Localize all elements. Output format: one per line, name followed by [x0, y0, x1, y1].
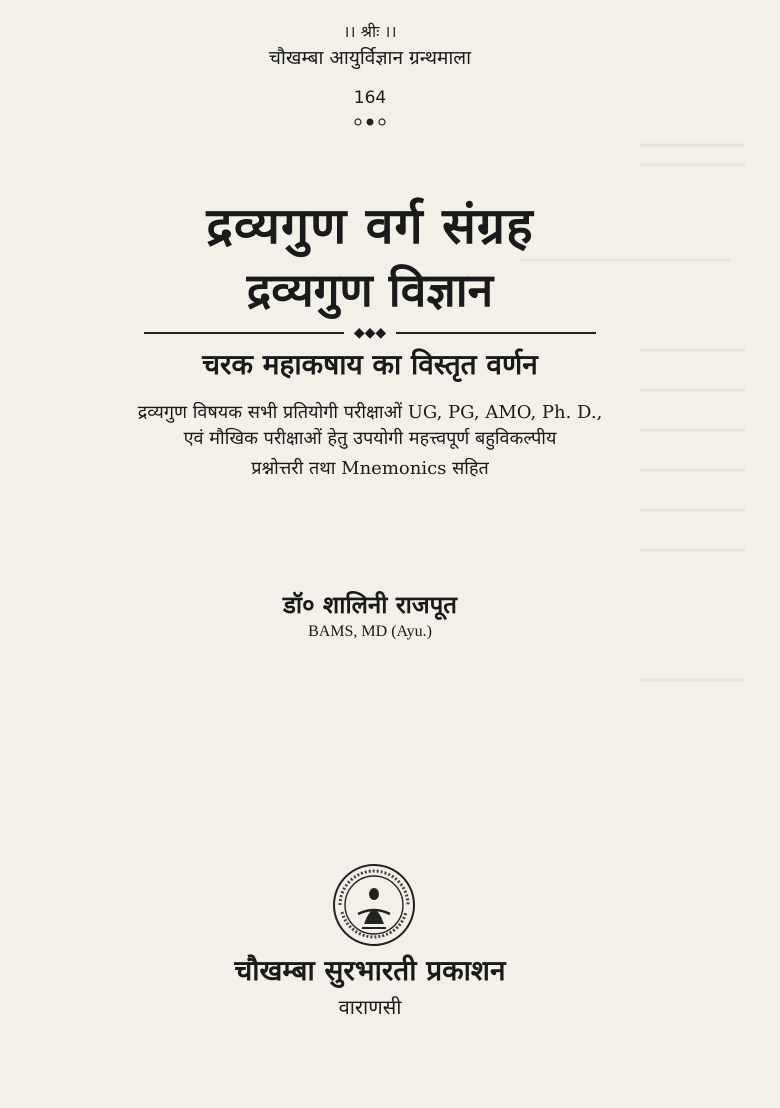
description-line: एवं मौखिक परीक्षाओं हेतु उपयोगी महत्त्वपूर्ण बहुविकल्पीय	[183, 428, 557, 449]
main-title: द्रव्यगुण वर्ग संग्रह	[206, 196, 534, 255]
ornament-icon	[0, 116, 740, 130]
diamond-divider-icon: ◆◆◆	[0, 322, 740, 341]
publisher-name: चौखम्बा सुरभारती प्रकाशन	[234, 954, 506, 987]
series-name: चौखम्बा आयुर्विज्ञान ग्रन्थमाला	[268, 47, 472, 69]
series-number: 164	[353, 88, 387, 108]
description-line: द्रव्यगुण विषयक सभी प्रतियोगी परीक्षाओं UG, PG, AMO, Ph. D.,	[137, 402, 603, 423]
author-degrees: BAMS, MD (Ayu.)	[308, 623, 432, 640]
publisher-logo-icon	[328, 862, 420, 948]
invocation-text: ।। श्रीः ।।	[343, 22, 397, 41]
subtitle: चरक महाकषाय का विस्तृत वर्णन	[202, 348, 538, 381]
main-title-secondary: द्रव्यगुण विज्ञान	[246, 263, 494, 317]
author-name: डॉ० शालिनी राजपूत	[283, 590, 457, 619]
description-line: प्रश्नोत्तरी तथा Mnemonics सहित	[251, 458, 489, 479]
publisher-city: वाराणसी	[338, 995, 402, 1019]
